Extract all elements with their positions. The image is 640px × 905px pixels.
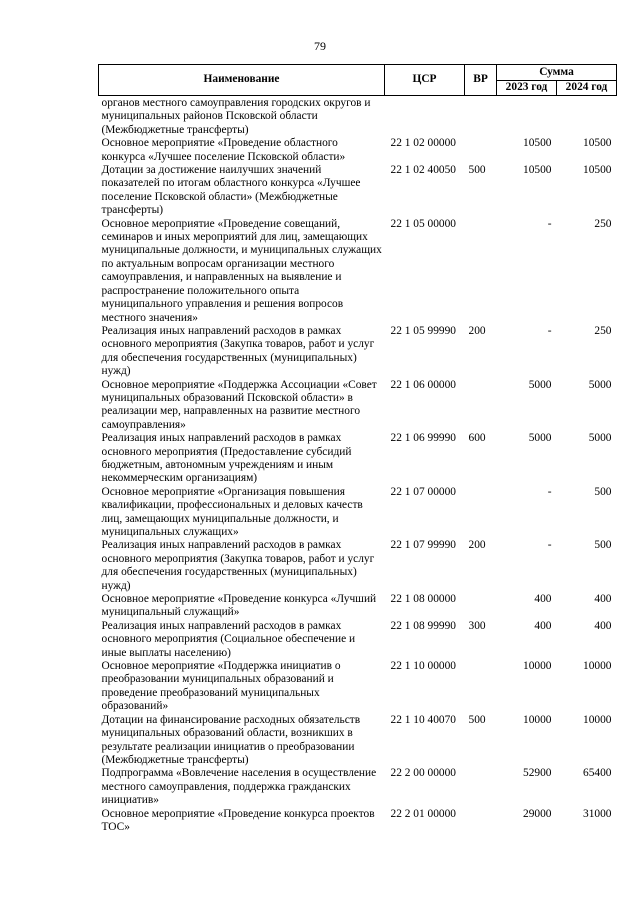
cell-csr: 22 1 02 00000 xyxy=(390,137,456,150)
table-row xyxy=(99,539,617,593)
cell-vr xyxy=(465,96,497,138)
table-row xyxy=(99,660,617,714)
cell-amount-2023: 10500 xyxy=(523,137,552,150)
cell-vr xyxy=(465,808,497,835)
table-row xyxy=(99,714,617,768)
cell-name: Основное мероприятие «Проведение конкурса проектов ТОС» xyxy=(101,807,375,833)
table-row xyxy=(99,808,617,835)
table-row xyxy=(99,96,617,138)
cell-amount-2023: 29000 xyxy=(523,807,552,820)
cell-amount-2024: 10500 xyxy=(583,164,612,177)
cell-vr xyxy=(465,218,497,325)
table-row xyxy=(99,432,617,486)
cell-vr xyxy=(465,660,497,714)
cell-amount-2023: - xyxy=(547,324,552,337)
page-number: 79 xyxy=(314,39,326,53)
cell-csr: 22 2 00 00000 xyxy=(390,767,456,780)
header-year-2024: 2024 год xyxy=(557,80,617,96)
cell-amount-2024: 500 xyxy=(594,539,612,552)
cell-amount-2023: - xyxy=(547,539,552,552)
cell-vr: 200 xyxy=(468,324,486,337)
table-row xyxy=(99,593,617,620)
budget-table-container xyxy=(98,64,616,834)
cell-amount-2024: 10000 xyxy=(583,713,612,726)
header-sum: Сумма xyxy=(497,65,617,81)
table-row xyxy=(99,218,617,325)
cell-csr: 22 1 06 99990 xyxy=(390,432,456,445)
cell-amount-2024: 5000 xyxy=(588,378,612,391)
cell-name: Дотации за достижение наилучших значений показателей по итогам областного конкурса «Лучшее поселение Псковской области» (Межбюджетные трансферты) xyxy=(101,164,361,217)
cell-csr: 22 1 02 40050 xyxy=(390,164,456,177)
cell-amount-2023: 10500 xyxy=(523,164,552,177)
table-row xyxy=(99,325,617,379)
cell-csr: 22 1 06 00000 xyxy=(390,378,456,391)
cell-vr xyxy=(465,593,497,620)
header-year-2023: 2023 год xyxy=(497,80,557,96)
cell-csr xyxy=(385,96,465,138)
cell-vr xyxy=(465,137,497,164)
cell-vr xyxy=(465,486,497,540)
cell-amount-2024: 10500 xyxy=(583,137,612,150)
cell-amount-2023: - xyxy=(547,485,552,498)
cell-amount-2024: 400 xyxy=(594,593,612,606)
cell-csr: 22 1 05 00000 xyxy=(390,217,456,230)
cell-amount-2023: 52900 xyxy=(523,767,552,780)
cell-name: Основное мероприятие «Поддержка Ассоциации «Совет муниципальных образований Псковской области» в реализации мер, направленных на развитие местного самоуправления» xyxy=(101,378,377,431)
cell-name: Основное мероприятие «Поддержка инициатив о преобразовании муниципальных образований и проведение преобразований муниципальных образований» xyxy=(101,660,341,713)
cell-amount-2023: 400 xyxy=(534,593,552,606)
cell-amount-2023 xyxy=(497,96,557,138)
cell-amount-2023: 5000 xyxy=(528,432,552,445)
cell-vr xyxy=(465,379,497,433)
cell-csr: 22 2 01 00000 xyxy=(390,807,456,820)
cell-csr: 22 1 10 00000 xyxy=(390,660,456,673)
cell-vr: 500 xyxy=(468,713,486,726)
cell-vr: 600 xyxy=(468,432,486,445)
cell-amount-2024: 31000 xyxy=(583,807,612,820)
cell-amount-2024: 500 xyxy=(594,485,612,498)
cell-name: Основное мероприятие «Организация повышения квалификации, профессиональных и деловых качеств лиц, замещающих муниципальные должности, и муниципальных служащих» xyxy=(101,485,363,538)
cell-name: Реализация иных направлений расходов в рамках основного мероприятия (Социальное обеспечение и иные выплаты населению) xyxy=(101,619,356,659)
cell-csr: 22 1 05 99990 xyxy=(390,324,456,337)
cell-csr: 22 1 07 99990 xyxy=(390,539,456,552)
budget-table xyxy=(98,64,617,834)
cell-csr: 22 1 07 00000 xyxy=(390,485,456,498)
cell-vr: 200 xyxy=(468,539,486,552)
cell-name: Подпрограмма «Вовлечение населения в осуществление местного самоуправления, поддержка гражданских инициатив» xyxy=(101,767,377,807)
header-vr: ВР xyxy=(465,65,497,96)
cell-amount-2023: 400 xyxy=(534,619,552,632)
cell-name: Реализация иных направлений расходов в рамках основного мероприятия (Предоставление субсидий бюджетным, автономным учреждениям и иным некоммерческим организациям) xyxy=(101,432,352,485)
table-row xyxy=(99,620,617,660)
cell-name: Реализация иных направлений расходов в рамках основного мероприятия (Закупка товаров, работ и услуг для обеспечения государственных (муниципальных) нужд) xyxy=(101,539,375,592)
header-csr: ЦСР xyxy=(385,65,465,96)
cell-amount-2024: 10000 xyxy=(583,660,612,673)
cell-amount-2023: 10000 xyxy=(523,660,552,673)
cell-amount-2024: 250 xyxy=(594,217,612,230)
table-row xyxy=(99,164,617,218)
table-row xyxy=(99,379,617,433)
cell-amount-2024: 250 xyxy=(594,324,612,337)
cell-csr: 22 1 08 99990 xyxy=(390,619,456,632)
cell-csr: 22 1 08 00000 xyxy=(390,593,456,606)
cell-vr: 500 xyxy=(468,164,486,177)
table-body xyxy=(99,96,617,835)
table-row xyxy=(99,767,617,807)
cell-csr: 22 1 10 40070 xyxy=(390,713,456,726)
cell-name: Реализация иных направлений расходов в рамках основного мероприятия (Закупка товаров, работ и услуг для обеспечения государственных (муниципальных) нужд) xyxy=(101,324,375,378)
table-header xyxy=(99,65,617,96)
cell-name: Основное мероприятие «Проведение областного конкурса «Лучшее поселение Псковской области» xyxy=(101,137,346,163)
cell-vr xyxy=(465,767,497,807)
table-row xyxy=(99,486,617,540)
cell-vr: 300 xyxy=(468,619,486,632)
cell-amount-2023: 5000 xyxy=(528,378,552,391)
cell-name: Основное мероприятие «Проведение конкурса «Лучший муниципальный служащий» xyxy=(101,593,377,619)
cell-amount-2024: 400 xyxy=(594,619,612,632)
table-row xyxy=(99,137,617,164)
header-name: Наименование xyxy=(99,65,385,96)
cell-name: органов местного самоуправления городских округов и муниципальных районов Псковской области (Межбюджетные трансферты) xyxy=(101,97,371,136)
cell-amount-2023: - xyxy=(547,217,552,230)
cell-name: Основное мероприятие «Проведение совещаний, семинаров и иных мероприятий для лиц, замещающих муниципальные должности, и муниципальных служащих по актуальным вопросам организации местного самоуправления, и направленных на выявление и распространение положительного опыта муниципального управления и решения вопросов местного значения» xyxy=(101,217,382,324)
cell-name: Дотации на финансирование расходных обязательств муниципальных образований области, возникших в результате реализации инициатив о преобразовании (Межбюджетные трансферты) xyxy=(101,713,361,766)
cell-amount-2024: 5000 xyxy=(588,432,612,445)
cell-amount-2024: 65400 xyxy=(583,767,612,780)
cell-amount-2023: 10000 xyxy=(523,713,552,726)
cell-amount-2024 xyxy=(557,96,617,138)
